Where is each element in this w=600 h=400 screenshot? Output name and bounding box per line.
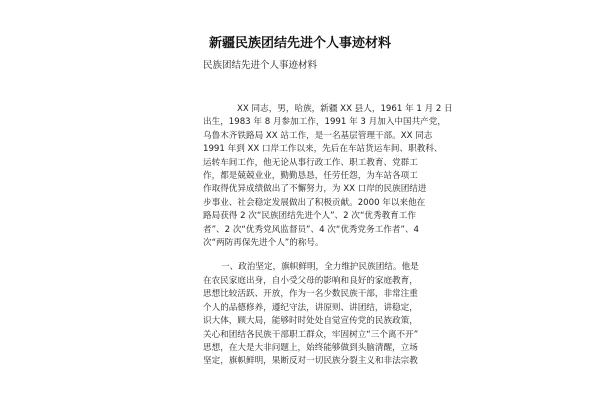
paragraph-line: 出生，1983 年 8 月参加工作，1991 年 3 月加入中国共产党， (203, 117, 446, 128)
paragraph-line: 乌鲁木齐铁路局 XX 站工作，是一名基层管理干部。XX 同志 (203, 130, 433, 141)
paragraph-line: 者”、2 次“优秀党风监督员”、4 次“优秀党务工作者”、4 (203, 224, 420, 235)
paragraph-line: 作取得优异成绩做出了不懈努力，为 XX 口岸的民族团结进 (203, 184, 427, 195)
paragraph-line: 路局获得 2 次“民族团结先进个人”、2 次“优秀教育工作 (203, 211, 416, 222)
paragraph-line: 个人的品德修养，遵纪守法，讲原则、讲团结，讲稳定， (203, 302, 418, 313)
paragraph-line: 关心和团结各民族干部职工群众，牢固树立“三个离不开” (203, 329, 419, 340)
paragraph-line: 坚定，旗帜鲜明，果断反对一切民族分裂主义和非法宗教 (203, 356, 418, 367)
paragraph-line: 识大体，顾大局，能够时时处处自觉宣传党的民族政策， (203, 316, 418, 327)
paragraph-line: 次“两防再保先进个人”的称号。 (203, 238, 324, 249)
document-title: 新疆民族团结先进个人事迹材料 (208, 36, 391, 51)
paragraph-line: 思想，在大是大非问题上，始终能够做到头脑清醒，立场 (203, 342, 418, 353)
paragraph-line: 思想比较活跃、开放，作为一名少数民族干部，非常注重 (203, 289, 418, 300)
document-body (203, 103, 453, 369)
paragraph-line: 步事业、社会稳定发展做出了积极贡献。2000 年以来他在 (203, 197, 426, 208)
document-subtitle: 民族团结先进个人事迹材料 (203, 60, 318, 71)
paragraph-line: 运转车间工作，他无论从事行政工作、职工教育、党群工 (203, 157, 418, 168)
paragraph-line: 一、政治坚定，旗帜鲜明，全力维护民族团结。他是 (221, 262, 419, 273)
paragraph-line: 在农民家庭出身，自小受父母的影响和良好的家庭教育， (203, 275, 418, 286)
paragraph-line: 作，都是兢兢业业，勤勤恳恳，任劳任怨，为车站各项工 (203, 171, 418, 182)
paragraph-1 (203, 103, 453, 250)
paragraph-2 (203, 261, 417, 368)
paragraph-line: XX 同志，男，哈族，新疆 XX 县人，1961 年 1 月 2 日 (237, 104, 453, 114)
paragraph-line: 1991 年到 XX 口岸工作以来，先后在车站货运车间、职教科、 (203, 144, 443, 155)
